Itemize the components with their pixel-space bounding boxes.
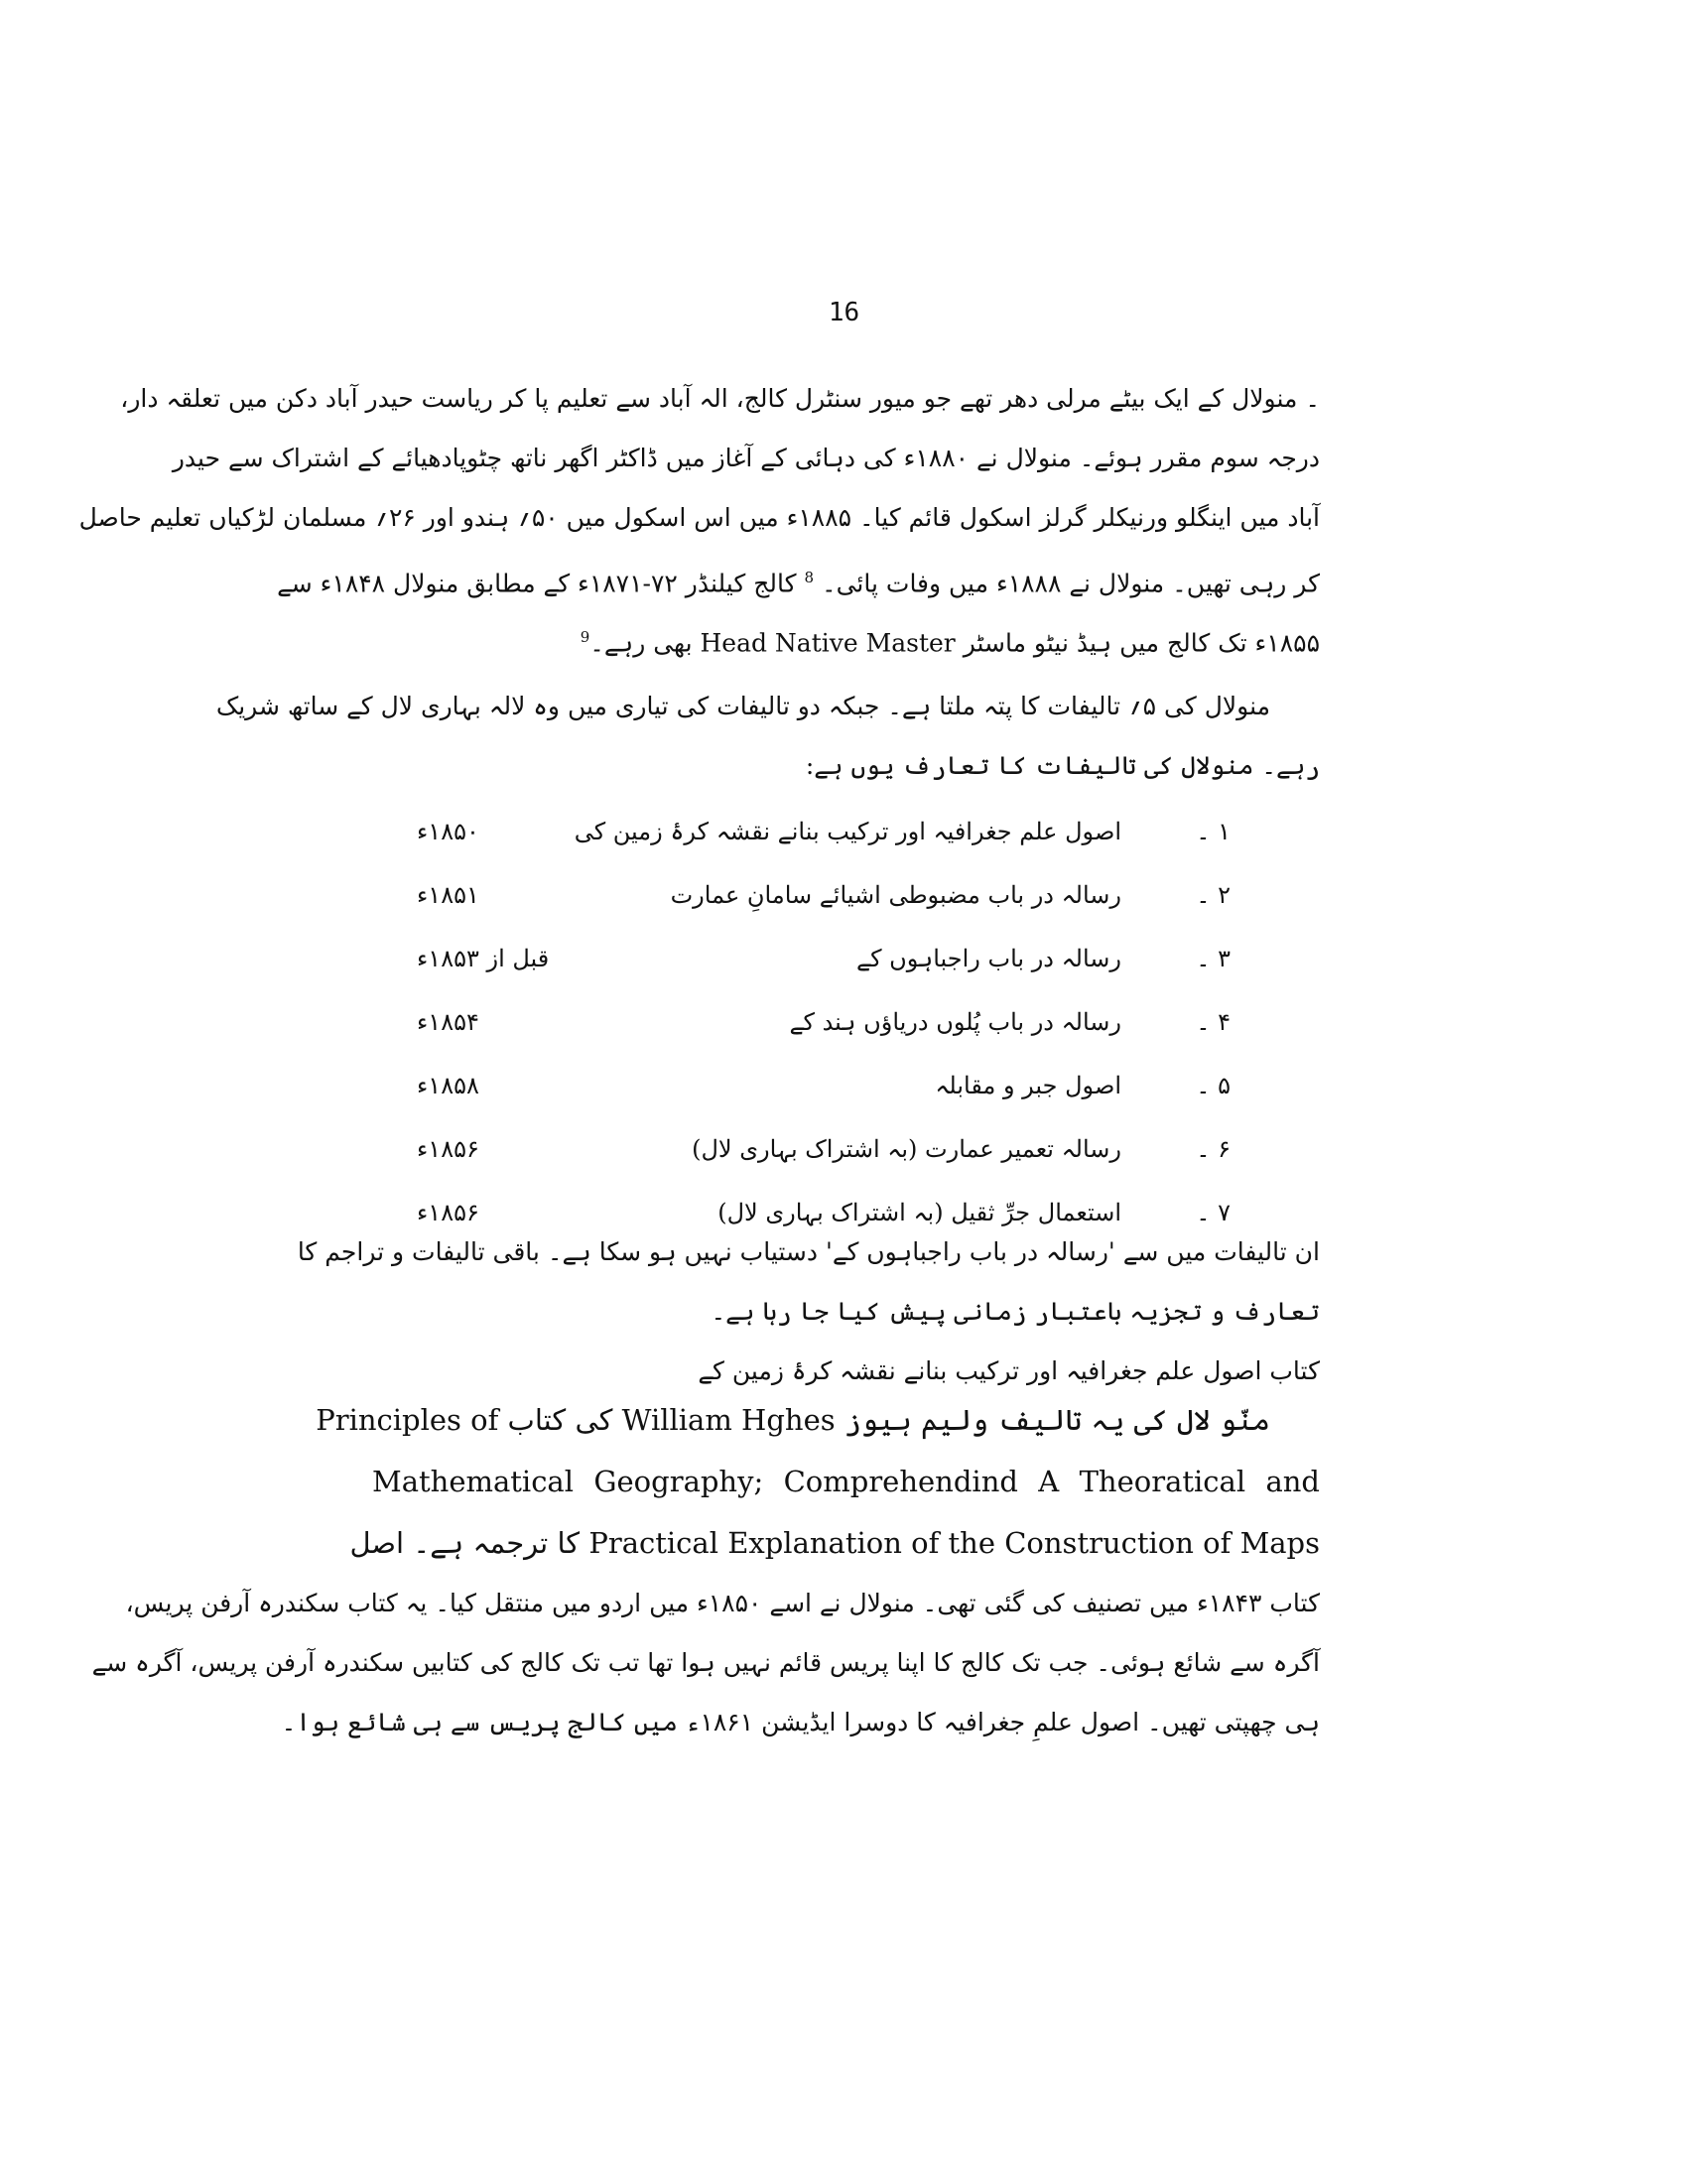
footnote-ref: 9 — [580, 628, 590, 646]
text-fragment: کالج کیلنڈر ۷۲-۱۸۷۱ء کے مطابق منولال ۱۸۴۸ء سے — [277, 569, 797, 598]
text-line: ان تالیفات میں سے 'رسالہ در باب راجباہوں کے' دستیاب نہیں ہو سکا ہے۔ باقی تالیفات و تراجم کا — [297, 1237, 1320, 1266]
text-line: ۔ منولال کے ایک بیٹے مرلی دھر تھے جو میور سنٹرل کالج، الہ آباد سے تعلیم پا کر ریاست حیدر آباد دکن میں تعلقہ دار، — [120, 384, 1320, 413]
text-line: آگرہ سے شائع ہوئی۔ جب تک کالج کا اپنا پریس قائم نہیں ہوا تھا تب تک کالج کی کتابیں سکندرہ آرفن پریس، آگرہ سے — [91, 1648, 1320, 1677]
work-year: قبل از ۱۸۵۳ء — [417, 945, 550, 972]
works-list — [417, 800, 1231, 1244]
work-year: ۱۸۵۸ء — [417, 1072, 479, 1099]
list-item — [417, 927, 1231, 990]
paragraph-geography-book — [91, 1389, 1320, 1752]
text-line-latin: Mathematical Geography; Comprehendind A Theoratical and — [372, 1465, 1320, 1498]
work-title: رسالہ تعمیر عمارت (بہ اشتراک بہاری لال) — [692, 1135, 1121, 1163]
text-fragment: ۱۸۵۵ء تک کالج میں ہیڈ نیٹو ماسٹر Head Native Master بھی رہے۔ — [589, 628, 1320, 658]
text-line: تعارف و تجزیہ باعتبار زمانی پیش کیا جا رہا ہے۔ — [711, 1297, 1320, 1326]
work-title: رسالہ در باب مضبوطی اشیائے سامانِ عمارت — [670, 881, 1121, 909]
paragraph-munnalal-family — [78, 369, 1320, 667]
page-number: 16 — [828, 298, 860, 327]
list-number: ۱ ۔ — [1196, 818, 1231, 845]
text-line: درجہ سوم مقرر ہوئے۔ منولال نے ۱۸۸۰ء کی دہائی کے آغاز میں ڈاکٹر اگھر ناتھ چٹوپادھیائے کے اشتراک سے حیدر — [172, 444, 1320, 472]
work-title: اصول علم جغرافیہ اور ترکیب بنانے نقشہ کرۂ زمین کی — [574, 818, 1121, 845]
list-item — [417, 1117, 1231, 1181]
list-number: ۷ ۔ — [1196, 1199, 1231, 1226]
text-line: آباد میں اینگلو ورنیکلر گرلز اسکول قائم کیا۔ ۱۸۸۵ء میں اس اسکول میں ۵۰؍ ہندو اور ۲۶؍ مسلمان لڑکیاں تعلیم حاصل — [78, 503, 1320, 532]
text-fragment: کا ترجمہ ہے۔ اصل — [349, 1526, 581, 1560]
work-title: اصول جبر و مقابلہ — [935, 1072, 1121, 1099]
work-year: ۱۸۵۶ء — [417, 1135, 479, 1163]
text-line: ہی چھپتی تھیں۔ اصول علمِ جغرافیہ کا دوسرا ایڈیشن ۱۸۶۱ء میں کالج پریس سے ہی شائع ہوا۔ — [281, 1708, 1320, 1736]
list-number: ۴ ۔ — [1196, 1008, 1231, 1036]
list-number: ۳ ۔ — [1196, 945, 1231, 972]
list-item — [417, 863, 1231, 927]
text-line — [349, 1512, 1320, 1574]
text-line — [316, 1389, 1320, 1451]
work-title: رسالہ در باب راجباہوں کے — [856, 945, 1121, 972]
footnote-ref: 8 — [804, 569, 814, 586]
work-title: رسالہ در باب پُلوں دریاؤں ہند کے — [789, 1008, 1121, 1036]
text-line — [372, 607, 1320, 667]
text-line: رہے۔ منولال کی تالیفات کا تعارف یوں ہے: — [805, 751, 1320, 780]
text-fragment: کر رہی تھیں۔ منولال نے ۱۸۸۸ء میں وفات پائی۔ — [821, 569, 1320, 598]
text-line: منولال کی ۵؍ تالیفات کا پتہ ملتا ہے۔ جبکہ دو تالیفات کی تیاری میں وہ لالہ بہاری لال کے ساتھ شریک — [215, 692, 1270, 720]
list-number: ۲ ۔ — [1196, 881, 1231, 909]
paragraph-availability — [297, 1222, 1320, 1401]
paragraph-works-intro — [215, 677, 1320, 796]
section-heading: کتاب اصول علم جغرافیہ اور ترکیب بنانے نقشہ کرۂ زمین کے — [698, 1356, 1320, 1385]
text-fragment-latin: Principles of — [316, 1403, 499, 1437]
work-year: ۱۸۵۶ء — [417, 1199, 479, 1226]
work-year: ۱۸۵۴ء — [417, 1008, 479, 1036]
work-year: ۱۸۵۱ء — [417, 881, 479, 909]
text-line: کتاب ۱۸۴۳ء میں تصنیف کی گئی تھی۔ منولال نے اسے ۱۸۵۰ء میں اردو میں منتقل کیا۔ یہ کتاب سکندرہ آرفن پریس، — [125, 1589, 1320, 1617]
list-item — [417, 800, 1231, 863]
list-number: ۶ ۔ — [1196, 1135, 1231, 1163]
work-title: استعمال جرِّ ثقیل (بہ اشتراک بہاری لال) — [717, 1199, 1121, 1226]
list-item — [417, 1054, 1231, 1117]
text-fragment-latin: Practical Explanation of the Construction of Maps — [588, 1526, 1320, 1560]
text-fragment: منّو لال کی یہ تالیف ولیم ہیوز William Hghes کی کتاب — [507, 1403, 1270, 1437]
work-year: ۱۸۵۰ء — [417, 818, 479, 845]
text-line — [277, 548, 1320, 607]
list-item — [417, 990, 1231, 1054]
list-number: ۵ ۔ — [1196, 1072, 1231, 1099]
